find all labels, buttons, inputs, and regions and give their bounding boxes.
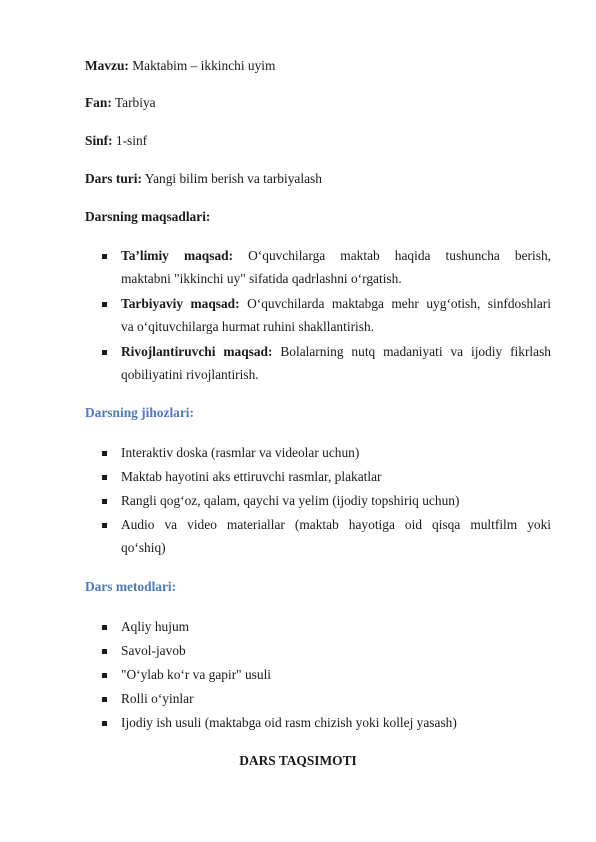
bullet-marker [102, 649, 107, 654]
mavzu-line [85, 58, 275, 74]
section-title: DARS TAQSIMOTI [239, 753, 357, 768]
equipment-item: Maktab hayotini aks ettiruvchi rasmlar, plakatlar [121, 469, 382, 484]
equipment-item: Interaktiv doska (rasmlar va videolar uchun) [121, 445, 360, 460]
dars-turi-label: Dars turi: [85, 171, 142, 186]
bullet-marker [102, 302, 107, 307]
method-item: Rolli o‘yinlar [121, 691, 194, 706]
bullet-marker [102, 451, 107, 456]
equipment-heading: Darsning jihozlari: [85, 405, 194, 420]
goal-item-educational [121, 248, 551, 287]
goal-item-upbringing [121, 296, 551, 335]
bullet-marker [102, 475, 107, 480]
goal-item-developmental [121, 344, 551, 383]
bullet-marker [102, 697, 107, 702]
dars-turi-line [85, 171, 322, 187]
bullet-marker [102, 499, 107, 504]
bullet-marker [102, 350, 107, 355]
bullet-marker [102, 625, 107, 630]
fan-line [85, 95, 156, 111]
mavzu-label: Mavzu: [85, 58, 129, 73]
dars-turi-value: Yangi bilim berish va tarbiyalash [141, 171, 322, 186]
equipment-item-audio-video [121, 517, 551, 556]
equipment-item: Rangli qog‘oz, qalam, qaychi va yelim (ijodiy topshiriq uchun) [121, 493, 460, 508]
sinf-label: Sinf: [85, 133, 113, 148]
mavzu-value: Maktabim – ikkinchi uyim [128, 58, 276, 73]
goal-label: Rivojlantiruvchi maqsad: [121, 344, 273, 359]
goal-text-line1: O‘quvchilarda maktabga mehr uyg‘otish, sinfdoshlari [247, 296, 551, 311]
goal-text-line2: va o‘qituvchilarga hurmat ruhini shakllantirish. [121, 319, 375, 334]
goal-label: Tarbiyaviy maqsad: [121, 296, 240, 311]
goal-text-line2: maktabni "ikkinchi uy" sifatida qadrlashni o‘rgatish. [121, 271, 402, 286]
sinf-line [85, 133, 147, 149]
sinf-value: 1-sinf [112, 133, 148, 148]
method-item: Savol-javob [121, 643, 186, 658]
methods-heading: Dars metodlari: [85, 579, 177, 594]
equipment-text-line1: Audio va video materiallar (maktab hayotiga oid qisqa multfilm yoki [121, 517, 551, 532]
bullet-marker [102, 721, 107, 726]
fan-label: Fan: [85, 95, 112, 110]
fan-value: Tarbiya [111, 95, 156, 110]
bullet-marker [102, 673, 107, 678]
method-item: "O‘ylab ko‘r va gapir" usuli [121, 667, 272, 682]
goal-text-line1: O‘quvchilarga maktab haqida tushuncha berish, [248, 248, 551, 263]
goal-label: Ta’limiy maqsad: [121, 248, 234, 263]
bullet-marker [102, 523, 107, 528]
bullet-marker [102, 254, 107, 259]
goals-heading: Darsning maqsadlari: [85, 209, 211, 224]
goal-text-line2: qobiliyatini rivojlantirish. [121, 367, 259, 382]
equipment-text-line2: qo‘shiq) [121, 540, 166, 555]
method-item: Ijodiy ish usuli (maktabga oid rasm chizish yoki kollej yasash) [121, 715, 457, 730]
goal-text-line1: Bolalarning nutq madaniyati va ijodiy fikrlash [280, 344, 551, 359]
method-item: Aqliy hujum [121, 619, 190, 634]
